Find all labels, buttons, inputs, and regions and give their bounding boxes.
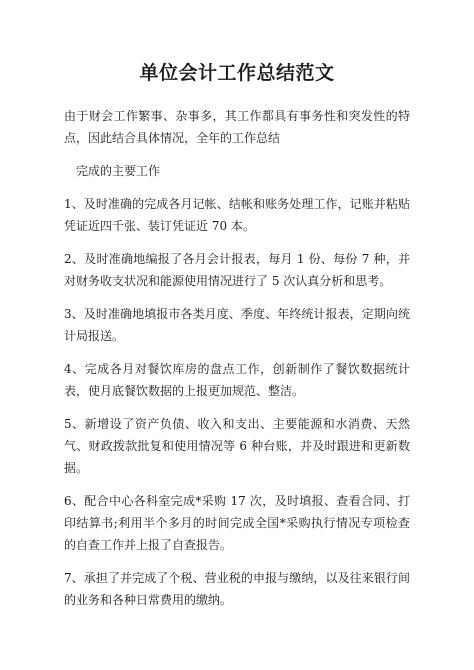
list-item-7: 7、承担了并完成了个税、营业税的申报与缴纳，以及往来银行间的业务和各种日常费用的缴纳。 <box>64 571 410 607</box>
document-title: 单位会计工作总结范文 <box>139 62 335 84</box>
list-item-2: 2、及时准确地编报了各月会计报表，每月 1 份、每份 7 种，并对财务收支状况和能源使用情况进行了 5 次认真分析和思考。 <box>64 252 410 288</box>
list-item-5: 5、新增设了资产负债、收入和支出、主要能源和水消费、天然气、财政拨款批复和使用情况等 6 种台账，并及时跟进和更新数据。 <box>64 417 410 475</box>
intro-paragraph: 由于财会工作繁事、杂事多，其工作都具有事务性和突发性的特点，因此结合具体情况，全年的工作总结 <box>64 109 410 145</box>
list-item-4: 4、完成各月对餐饮库房的盘点工作，创新制作了餐饮数据统计表，使月底餐饮数据的上报更加规范、整洁。 <box>64 362 410 398</box>
list-item-3: 3、及时准确地填报市各类月度、季度、年终统计报表，定期向统计局报送。 <box>64 307 410 343</box>
section-heading: 完成的主要工作 <box>76 164 161 178</box>
list-item-6: 6、配合中心各科室完成*采购 17 次，及时填报、查看合同、打印结算书;利用半个多月的时间完成全国*采购执行情况专项检查的自查工作并上报了自查报告。 <box>64 494 410 552</box>
list-item-1: 1、及时准确的完成各月记帐、结帐和账务处理工作，记账并粘贴凭证近四千张、装订凭证近 70 本。 <box>64 197 410 233</box>
